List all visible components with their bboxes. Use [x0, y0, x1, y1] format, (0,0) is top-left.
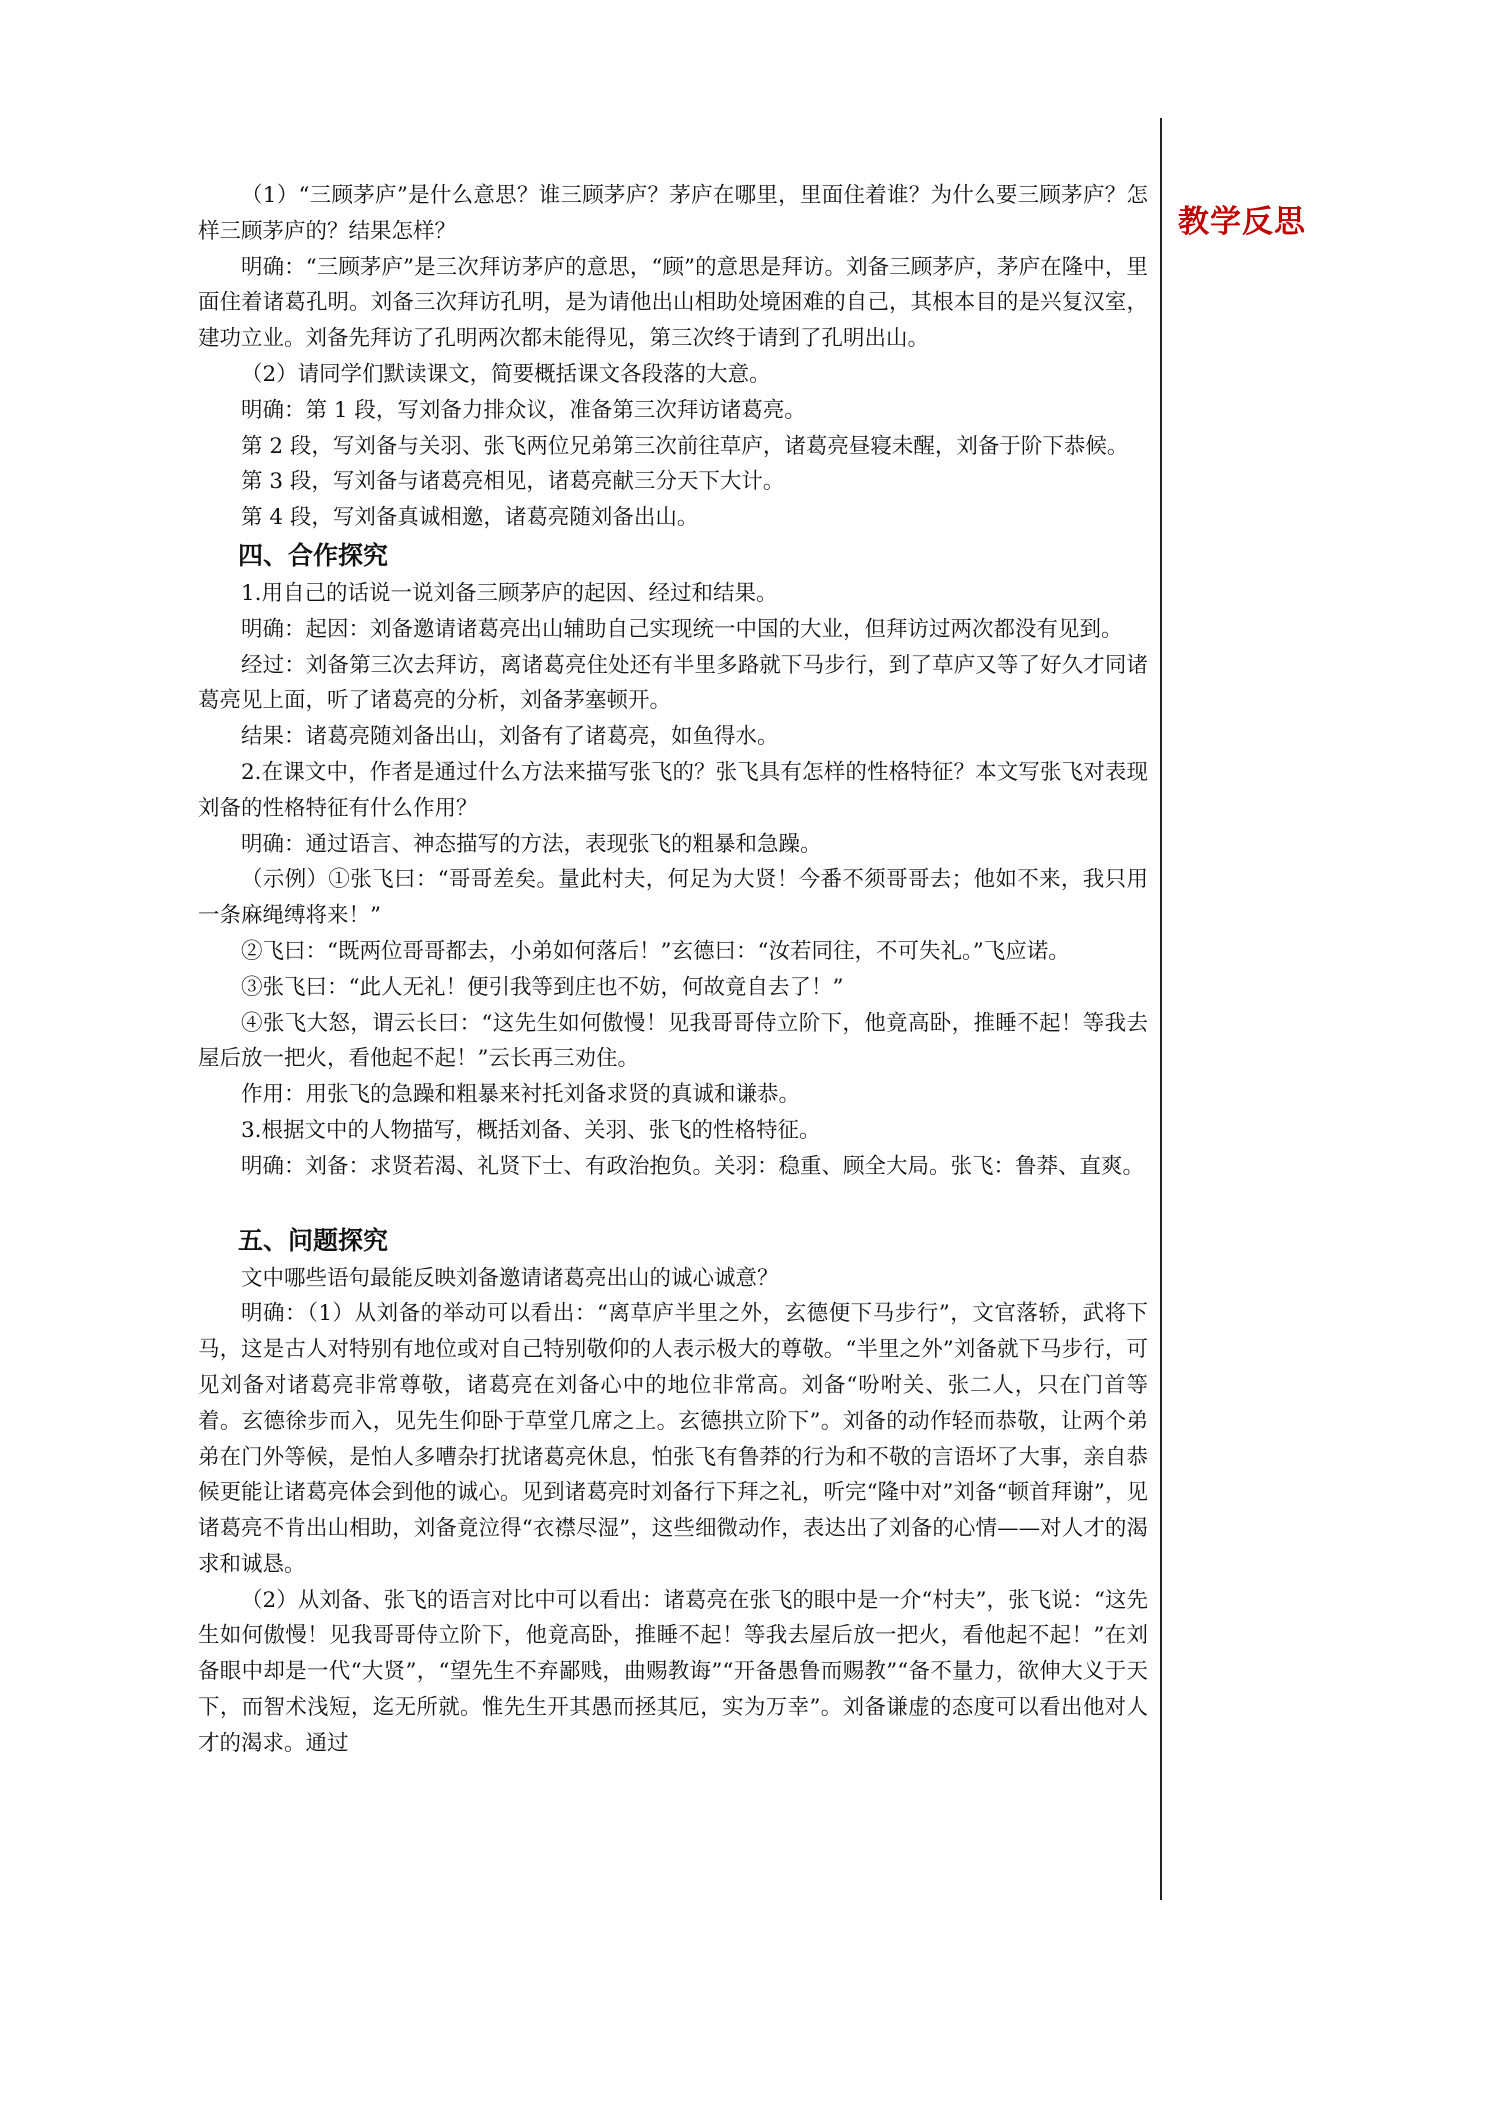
section-heading: 五、问题探究 [238, 1225, 389, 1255]
paragraph: 明确：通过语言、神态描写的方法，表现张飞的粗暴和急躁。 [241, 831, 822, 857]
paragraph: 结果：诸葛亮随刘备出山，刘备有了诸葛亮，如鱼得水。 [241, 724, 779, 750]
paragraph: 经过：刘备第三次去拜访，离诸葛亮住处还有半里多路就下马步行，到了草庐又等了好久才同诸葛亮见上面，听了诸葛亮的分析，刘备茅塞顿开。 [198, 652, 1148, 714]
paragraph: 1.用自己的话说一说刘备三顾茅庐的起因、经过和结果。 [241, 580, 778, 606]
column-divider [1160, 118, 1162, 1900]
section-heading: 四、合作探究 [238, 540, 389, 570]
paragraph: 文中哪些语句最能反映刘备邀请诸葛亮出山的诚心诚意？ [241, 1265, 779, 1291]
paragraph: 2.在课文中，作者是通过什么方法来描写张飞的？张飞具有怎样的性格特征？本文写张飞对表现刘备的性格特征有什么作用？ [198, 759, 1148, 821]
section-gap [198, 1185, 1148, 1221]
paragraph: 作用：用张飞的急躁和粗暴来衬托刘备求贤的真诚和谦恭。 [241, 1082, 801, 1108]
paragraph: ④张飞大怒，谓云长曰：“这先生如何傲慢！见我哥哥侍立阶下，他竟高卧，推睡不起！等我去屋后放一把火，看他起不起！”云长再三劝住。 [198, 1010, 1148, 1072]
paragraph: 明确：第 1 段，写刘备力排众议，准备第三次拜访诸葛亮。 [241, 397, 806, 423]
paragraph: 明确：起因：刘备邀请诸葛亮出山辅助自己实现统一中国的大业，但拜访过两次都没有见到。 [241, 616, 1123, 642]
paragraph: 明确：（1）从刘备的举动可以看出：“离草庐半里之外，玄德便下马步行”，文官落轿，武将下马，这是古人对特别有地位或对自己特别敬仰的人表示极大的尊敬。“半里之外”刘备就下马步行，可见刘备对诸葛亮非常尊敬，诸葛亮在刘备心中的地位非常高。刘备“吩咐关、张二人，只在门首等着。玄德徐步而入，见先生仰卧于草堂几席之上。玄德拱立阶下”。刘备的动作轻而恭敬，让两个弟弟在门外等候，是怕人多嘈杂打扰诸葛亮休息，怕张飞有鲁莽的行为和不敬的言语坏了大事，亲自恭候更能让诸葛亮体会到他的诚心。见到诸葛亮时刘备行下拜之礼，听完“隆中对”刘备“顿首拜谢”，见诸葛亮不肯出山相助，刘备竟泣得“衣襟尽湿”，这些细微动作，表达出了刘备的心情——对人才的渴求和诚恳。 [198, 1301, 1148, 1577]
paragraph: （2）请同学们默读课文，简要概括课文各段落的大意。 [241, 361, 771, 387]
paragraph: 第 3 段，写刘备与诸葛亮相见，诸葛亮献三分天下大计。 [241, 469, 785, 495]
paragraph: 明确：刘备：求贤若渴、礼贤下士、有政治抱负。关羽：稳重、顾全大局。张飞：鲁莽、直爽。 [241, 1153, 1145, 1179]
paragraph: （1）“三顾茅庐”是什么意思？谁三顾茅庐？茅庐在哪里，里面住着谁？为什么要三顾茅庐？怎样三顾茅庐的？结果怎样？ [198, 183, 1148, 244]
paragraph: 明确：“三顾茅庐”是三次拜访茅庐的意思，“顾”的意思是拜访。刘备三顾茅庐，茅庐在隆中，里面住着诸葛孔明。刘备三次拜访孔明，是为请他出山相助处境困难的自己，其根本目的是兴复汉室，建功立业。刘备先拜访了孔明两次都未能得见，第三次终于请到了孔明出山。 [198, 254, 1148, 352]
paragraph: （示例）①张飞曰：“哥哥差矣。量此村夫，何足为大贤！今番不须哥哥去；他如不来，我只用一条麻绳缚将来！” [198, 867, 1148, 929]
paragraph: ③张飞曰：“此人无礼！便引我等到庄也不妨，何故竟自去了！” [241, 974, 844, 1000]
paragraph: 第 4 段，写刘备真诚相邀，诸葛亮随刘备出山。 [241, 505, 699, 531]
side-title-teaching-reflection: 教学反思 [1178, 204, 1306, 240]
paragraph: 3.根据文中的人物描写，概括刘备、关羽、张飞的性格特征。 [241, 1117, 821, 1143]
main-text-column [198, 178, 1148, 1762]
paragraph: （2）从刘备、张飞的语言对比中可以看出：诸葛亮在张飞的眼中是一介“村夫”，张飞说：“这先生如何傲慢！见我哥哥侍立阶下，他竟高卧，推睡不起！等我去屋后放一把火，看他起不起！”在刘备眼中却是一代“大贤”，“望先生不弃鄙贱，曲赐教诲”“开备愚鲁而赐教”“备不量力，欲伸大义于天下，而智术浅短，迄无所就。惟先生开其愚而拯其厄，实为万幸”。刘备谦虚的态度可以看出他对人才的渴求。通过 [198, 1587, 1148, 1756]
paragraph: ②飞曰：“既两位哥哥都去，小弟如何落后！”玄德曰：“汝若同往，不可失礼。”飞应诺。 [241, 938, 1070, 964]
paragraph: 第 2 段，写刘备与关羽、张飞两位兄弟第三次前往草庐，诸葛亮昼寝未醒，刘备于阶下恭候。 [241, 433, 1129, 459]
